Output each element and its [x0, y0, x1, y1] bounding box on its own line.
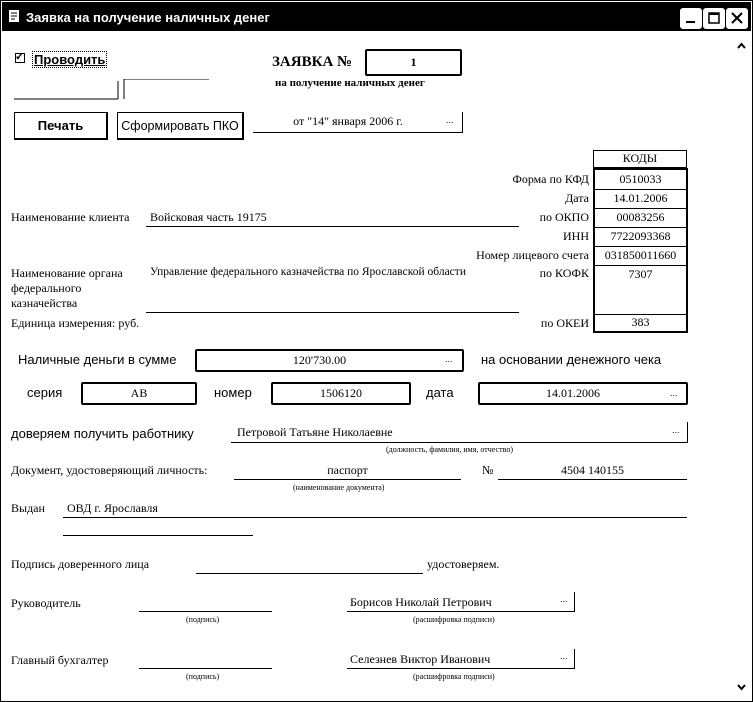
treasury-label-3: казначейства [11, 296, 78, 310]
trustee-value: Петровой Татьяне Николаевне [237, 425, 393, 439]
post-checkbox-label[interactable]: Проводить [34, 52, 106, 67]
document-hint: (наименование документа) [293, 483, 385, 492]
issued-label: Выдан [11, 501, 45, 515]
page-title: ЗАЯВКА № [272, 54, 353, 70]
check-date-label: дата [426, 385, 454, 400]
code-kofk[interactable]: 7307 [595, 266, 686, 315]
date-field[interactable] [253, 112, 463, 133]
code-account[interactable]: 031850011660 [595, 247, 686, 266]
head-sign-hint: (подпись) [186, 615, 220, 624]
document-label: Документ, удостоверяющий личность: [11, 463, 208, 477]
vertical-scrollbar[interactable] [732, 31, 751, 700]
issued-underline-2 [63, 535, 253, 536]
amount-picker-button[interactable]: ... [445, 354, 453, 364]
document-number-value[interactable]: 4504 140155 [561, 463, 624, 477]
check-number-label: номер [214, 385, 252, 400]
code-kfd-label: Форма по КФД [512, 172, 589, 186]
document-value[interactable]: паспорт [327, 463, 368, 477]
head-sign-underline [139, 611, 272, 612]
maximize-icon [704, 9, 724, 28]
series-label: серия [27, 385, 63, 400]
codes-header [593, 150, 687, 168]
maximize-button[interactable] [703, 8, 725, 29]
date-field-value: от "14" января 2006 г. [293, 114, 403, 128]
code-date-label: Дата [565, 191, 589, 205]
series-field[interactable] [81, 382, 197, 405]
close-icon [727, 9, 747, 28]
code-kfd[interactable]: 0510033 [595, 170, 686, 190]
head-name-field[interactable] [347, 592, 575, 612]
client-label: Наименование клиента [11, 210, 130, 224]
client-value[interactable]: Войсковая часть 19175 [150, 210, 267, 224]
amount-value: 120'730.00 [292, 353, 347, 367]
unit-label: Единица измерения: руб. [11, 316, 140, 330]
trustee-picker-button[interactable]: ... [672, 425, 680, 435]
accountant-name-hint: (расшифровка подписи) [413, 672, 495, 681]
print-button[interactable]: Печать [14, 112, 108, 140]
series-value: АВ [130, 386, 148, 400]
signature-underline [196, 573, 423, 574]
accountant-name-field[interactable] [347, 649, 575, 669]
certify-label: удостоверяем. [427, 557, 500, 571]
accountant-sign-underline [139, 668, 272, 669]
treasury-value[interactable]: Управление федерального казначейства по Ярославской области [150, 266, 466, 278]
check-date-picker-button[interactable]: ... [670, 388, 678, 398]
date-picker-button[interactable]: ... [446, 115, 454, 125]
accountant-name-picker-button[interactable]: ... [560, 651, 568, 661]
window-title: Заявка на получение наличных денег [26, 10, 270, 25]
code-account-label: Номер лицевого счета [476, 248, 589, 262]
head-name-value: Борисов Николай Петрович [350, 595, 492, 609]
code-inn[interactable]: 7722093368 [595, 228, 686, 247]
code-date[interactable]: 14.01.2006 [595, 190, 686, 209]
head-name-hint: (расшифровка подписи) [413, 615, 495, 624]
codes-header-label: КОДЫ [622, 151, 658, 165]
treasury-label-2: федерального [11, 281, 82, 295]
basis-label: на основании денежного чека [481, 352, 662, 367]
document-icon [7, 9, 21, 23]
accountant-sign-hint: (подпись) [186, 672, 220, 681]
treasury-underline [146, 312, 519, 313]
page-subtitle: на получение наличных денег [275, 77, 425, 89]
create-pko-button[interactable]: Сформировать ПКО [117, 112, 244, 140]
client-underline [146, 226, 519, 227]
document-underline [234, 479, 461, 480]
scroll-down-icon [738, 685, 745, 689]
tab-strip [14, 79, 118, 99]
trustee-field[interactable] [231, 422, 688, 443]
treasury-label-1: Наименование органа [11, 266, 123, 280]
request-number-value: 1 [410, 55, 417, 69]
scroll-up-icon [738, 44, 745, 48]
trustee-label: доверяем получить работнику [11, 426, 194, 441]
checkmark-icon: ✓ [15, 51, 25, 63]
check-number-value: 1506120 [320, 386, 362, 400]
accountant-label: Главный бухгалтер [11, 653, 109, 667]
head-label: Руководитель [11, 596, 81, 610]
code-okei[interactable]: 383 [631, 315, 650, 329]
amount-label: Наличные деньги в сумме [18, 352, 177, 367]
post-checkbox[interactable] [15, 53, 25, 63]
document-number-sign: № [482, 463, 494, 477]
request-number-field[interactable] [365, 49, 462, 76]
code-okei-label: по ОКЕИ [540, 316, 589, 330]
signature-label: Подпись доверенного лица [11, 557, 150, 571]
code-kofk-label: по КОФК [539, 266, 589, 280]
minimize-icon [681, 9, 701, 28]
check-date-value: 14.01.2006 [546, 386, 600, 400]
issued-underline [63, 517, 687, 518]
accountant-name-value: Селезнев Виктор Иванович [350, 652, 491, 666]
check-date-field[interactable] [478, 382, 688, 405]
title-bar [2, 2, 751, 31]
document-number-underline [498, 479, 687, 480]
code-inn-label: ИНН [563, 229, 589, 243]
amount-field[interactable] [195, 349, 464, 372]
close-button[interactable] [726, 8, 748, 29]
code-okpo[interactable]: 00083256 [595, 209, 686, 228]
issued-value[interactable]: ОВД г. Ярославля [67, 501, 158, 515]
codes-box [593, 168, 688, 333]
check-number-field[interactable] [271, 382, 411, 405]
code-okpo-label: по ОКПО [539, 210, 589, 224]
head-name-picker-button[interactable]: ... [560, 594, 568, 604]
trustee-hint: (должность, фамилия, имя, отчество) [386, 445, 513, 454]
minimize-button[interactable] [680, 8, 702, 29]
